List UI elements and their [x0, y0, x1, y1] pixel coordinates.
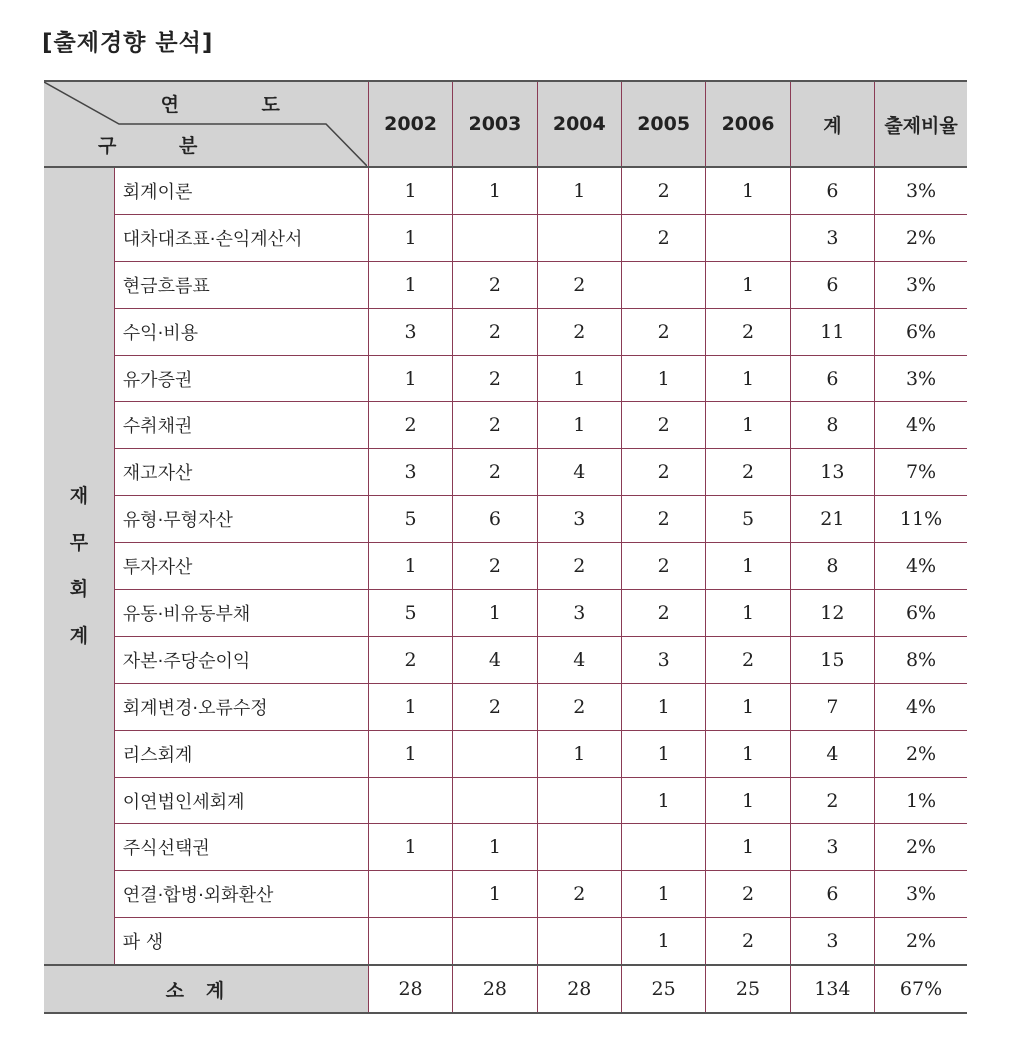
exam-trend-table: [44, 80, 967, 1014]
table-row: [44, 683, 967, 730]
year-cell: 1: [537, 730, 621, 777]
subtotal-ratio-cell: 67%: [875, 965, 967, 1013]
ratio-cell: 3%: [875, 355, 967, 402]
ratio-cell: 2%: [875, 824, 967, 871]
total-cell: 4: [790, 730, 874, 777]
row-label: 회계변경·오류수정: [114, 683, 368, 730]
year-cell: 3: [537, 496, 621, 543]
year-cell: 1: [621, 777, 705, 824]
ratio-cell: 2%: [875, 730, 967, 777]
year-header: 2006: [706, 81, 790, 167]
year-cell: 2: [453, 402, 537, 449]
table-row: [44, 590, 967, 637]
year-cell: 2: [621, 496, 705, 543]
year-cell: 2: [621, 167, 705, 214]
corner-header: [44, 81, 368, 167]
ratio-cell: 3%: [875, 261, 967, 308]
year-cell: 1: [706, 730, 790, 777]
total-cell: 6: [790, 355, 874, 402]
year-cell: 1: [368, 214, 452, 261]
year-cell: 2: [453, 308, 537, 355]
year-cell: 1: [368, 683, 452, 730]
year-cell: 1: [706, 355, 790, 402]
year-cell: [453, 777, 537, 824]
ratio-cell: 6%: [875, 590, 967, 637]
year-header: 2004: [537, 81, 621, 167]
year-cell: 2: [706, 449, 790, 496]
year-cell: 4: [537, 636, 621, 683]
ratio-cell: 3%: [875, 871, 967, 918]
row-label: 연결·합병·외화환산: [114, 871, 368, 918]
year-cell: [621, 261, 705, 308]
year-cell: 1: [537, 402, 621, 449]
year-cell: 1: [368, 355, 452, 402]
total-cell: 6: [790, 261, 874, 308]
total-cell: 8: [790, 402, 874, 449]
row-label: 리스회계: [114, 730, 368, 777]
row-label: 유형·무형자산: [114, 496, 368, 543]
total-cell: 15: [790, 636, 874, 683]
ratio-cell: 4%: [875, 543, 967, 590]
year-cell: 3: [621, 636, 705, 683]
year-cell: 1: [368, 167, 452, 214]
subtotal-cell: 25: [621, 965, 705, 1013]
year-cell: [537, 918, 621, 965]
year-header: 2005: [621, 81, 705, 167]
total-cell: 8: [790, 543, 874, 590]
year-cell: 2: [706, 871, 790, 918]
year-cell: 5: [706, 496, 790, 543]
year-cell: 2: [453, 543, 537, 590]
subtotal-cell: 28: [537, 965, 621, 1013]
year-cell: 1: [453, 824, 537, 871]
year-cell: 1: [621, 683, 705, 730]
year-cell: [537, 214, 621, 261]
year-cell: 1: [621, 871, 705, 918]
year-header: 2002: [368, 81, 452, 167]
year-cell: 2: [706, 308, 790, 355]
ratio-cell: 7%: [875, 449, 967, 496]
subtotal-label: 소계: [44, 965, 368, 1013]
year-cell: 1: [453, 871, 537, 918]
year-cell: 1: [537, 167, 621, 214]
table-row: [44, 730, 967, 777]
year-cell: 1: [453, 167, 537, 214]
row-label: 이연법인세회계: [114, 777, 368, 824]
year-cell: 1: [537, 355, 621, 402]
side-label-char: 계: [69, 624, 89, 647]
year-cell: 1: [621, 355, 705, 402]
row-label: 재고자산: [114, 449, 368, 496]
year-cell: [453, 214, 537, 261]
year-cell: 1: [621, 730, 705, 777]
subtotal-row: [44, 965, 967, 1013]
table-row: [44, 167, 967, 214]
year-cell: 1: [368, 261, 452, 308]
year-cell: 2: [537, 308, 621, 355]
table-row: [44, 824, 967, 871]
corner-category-label: 구 분: [98, 135, 226, 157]
page-title: [출제경향 분석]: [42, 30, 214, 56]
year-header: 2003: [453, 81, 537, 167]
ratio-cell: 1%: [875, 777, 967, 824]
row-label: 수취채권: [114, 402, 368, 449]
year-cell: 1: [706, 167, 790, 214]
year-cell: 1: [706, 261, 790, 308]
table-row: [44, 261, 967, 308]
ratio-cell: 2%: [875, 214, 967, 261]
corner-year-label: 연 도: [160, 94, 318, 116]
ratio-cell: 6%: [875, 308, 967, 355]
table-row: [44, 496, 967, 543]
year-cell: 1: [453, 590, 537, 637]
year-cell: 1: [368, 824, 452, 871]
side-label-char: 무: [69, 531, 89, 554]
table-row: [44, 543, 967, 590]
row-label: 투자자산: [114, 543, 368, 590]
total-cell: 12: [790, 590, 874, 637]
year-cell: 4: [537, 449, 621, 496]
ratio-header: 출제비율: [875, 81, 967, 167]
subtotal-cell: 28: [368, 965, 452, 1013]
year-cell: 1: [368, 543, 452, 590]
table-row: [44, 214, 967, 261]
year-cell: [537, 824, 621, 871]
row-label: 자본·주당순이익: [114, 636, 368, 683]
total-header: 계: [790, 81, 874, 167]
side-label-char: 재: [69, 484, 89, 507]
side-label-char: 회: [69, 578, 89, 601]
table-row: [44, 871, 967, 918]
ratio-cell: 2%: [875, 918, 967, 965]
ratio-cell: 3%: [875, 167, 967, 214]
year-cell: 1: [706, 777, 790, 824]
year-cell: 1: [706, 402, 790, 449]
total-cell: 21: [790, 496, 874, 543]
year-cell: 2: [621, 402, 705, 449]
row-label: 유가증권: [114, 355, 368, 402]
year-cell: 1: [368, 730, 452, 777]
row-label: 유동·비유동부채: [114, 590, 368, 637]
category-side-label: [44, 167, 114, 965]
subtotal-total-cell: 134: [790, 965, 874, 1013]
year-cell: 4: [453, 636, 537, 683]
row-label: 회계이론: [114, 167, 368, 214]
year-cell: [621, 824, 705, 871]
year-cell: 2: [621, 543, 705, 590]
year-cell: 1: [706, 543, 790, 590]
year-cell: [537, 777, 621, 824]
year-cell: 2: [453, 355, 537, 402]
year-cell: 2: [453, 449, 537, 496]
year-cell: [368, 918, 452, 965]
row-label: 현금흐름표: [114, 261, 368, 308]
year-cell: 1: [706, 824, 790, 871]
year-cell: 6: [453, 496, 537, 543]
row-label: 주식선택권: [114, 824, 368, 871]
total-cell: 3: [790, 214, 874, 261]
year-cell: 3: [537, 590, 621, 637]
table-row: [44, 449, 967, 496]
total-cell: 3: [790, 824, 874, 871]
year-cell: 2: [453, 261, 537, 308]
year-cell: 5: [368, 496, 452, 543]
row-label: 파 생: [114, 918, 368, 965]
year-cell: [453, 730, 537, 777]
table-row: [44, 402, 967, 449]
ratio-cell: 4%: [875, 402, 967, 449]
year-cell: 2: [537, 543, 621, 590]
year-cell: 3: [368, 449, 452, 496]
year-cell: [453, 918, 537, 965]
table-row: [44, 777, 967, 824]
total-cell: 6: [790, 167, 874, 214]
year-cell: 1: [621, 918, 705, 965]
year-cell: 5: [368, 590, 452, 637]
total-cell: 2: [790, 777, 874, 824]
year-cell: 2: [368, 402, 452, 449]
total-cell: 6: [790, 871, 874, 918]
year-cell: 2: [368, 636, 452, 683]
total-cell: 13: [790, 449, 874, 496]
year-cell: 3: [368, 308, 452, 355]
subtotal-cell: 28: [453, 965, 537, 1013]
year-cell: 1: [706, 590, 790, 637]
year-cell: 2: [706, 918, 790, 965]
row-label: 수익·비용: [114, 308, 368, 355]
year-cell: 2: [537, 871, 621, 918]
year-cell: 2: [453, 683, 537, 730]
year-cell: 2: [537, 261, 621, 308]
table-row: [44, 308, 967, 355]
year-cell: [368, 871, 452, 918]
ratio-cell: 11%: [875, 496, 967, 543]
ratio-cell: 8%: [875, 636, 967, 683]
total-cell: 11: [790, 308, 874, 355]
total-cell: 3: [790, 918, 874, 965]
year-cell: 2: [621, 214, 705, 261]
ratio-cell: 4%: [875, 683, 967, 730]
table-row: [44, 355, 967, 402]
header-row: [44, 81, 967, 167]
row-label: 대차대조표·손익계산서: [114, 214, 368, 261]
year-cell: [368, 777, 452, 824]
total-cell: 7: [790, 683, 874, 730]
year-cell: [706, 214, 790, 261]
year-cell: 2: [537, 683, 621, 730]
year-cell: 2: [621, 449, 705, 496]
table-row: [44, 636, 967, 683]
year-cell: 2: [621, 308, 705, 355]
year-cell: 1: [706, 683, 790, 730]
table-row: [44, 918, 967, 965]
year-cell: 2: [706, 636, 790, 683]
year-cell: 2: [621, 590, 705, 637]
subtotal-cell: 25: [706, 965, 790, 1013]
